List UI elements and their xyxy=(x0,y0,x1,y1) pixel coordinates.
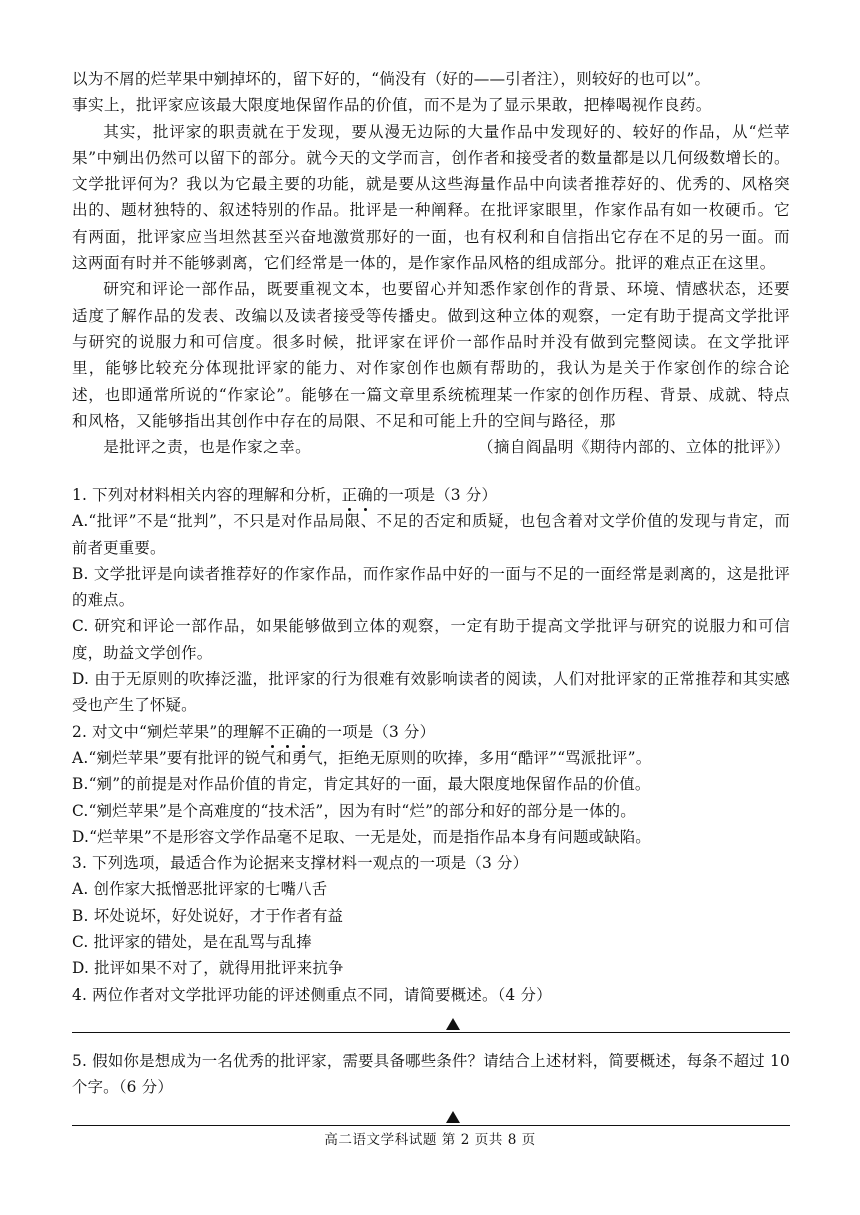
triangle-marker-icon xyxy=(446,1111,460,1123)
question-3-option-b: B. 坏处说坏，好处说好，才于作者有益 xyxy=(72,906,344,925)
question-1-option-b: B. 文学批评是向读者推荐好的作家作品，而作家作品中好的一面与不足的一面经常是剥离的，这是批评的难点。 xyxy=(72,564,790,610)
source-citation: （摘自阎晶明《期待内部的、立体的批评》） xyxy=(477,438,790,457)
emphasis-char: 确 xyxy=(357,482,373,508)
question-text: 1. 下列对材料相关内容的理解和分析， xyxy=(72,486,342,504)
question-4-stem: 4. 两位作者对文学批评功能的评述侧重点不同，请简要概述。（4 分） xyxy=(72,985,552,1004)
passage-line: 以为不屑的烂苹果中剜掉坏的，留下好的，“倘没有（好的——引者注），则较好的也可以”。 xyxy=(72,70,711,88)
question-4-answer-area[interactable] xyxy=(72,1008,790,1044)
passage-line: 事实上，批评家应该最大限度地保留作品的价值，而不是为了显示果敢，把棒喝视作良药。 xyxy=(72,96,712,115)
question-2-option-a: A.“剜烂苹果”要有批评的锐气和勇气，拒绝无原则的吹捧，多用“酷评”“骂派批评”。 xyxy=(72,748,652,767)
answer-line xyxy=(72,1032,790,1033)
question-3-option-c: C. 批评家的错处，是在乱骂与乱捧 xyxy=(72,933,312,952)
question-2-option-c: C.“剜烂苹果”是个高难度的“技术活”，因为有时“烂”的部分和好的部分是一体的。 xyxy=(72,801,636,820)
question-3-option-d: D. 批评如果不对了，就得用批评来抗争 xyxy=(72,959,344,978)
passage-last-line xyxy=(72,434,790,460)
emphasis-char: 正 xyxy=(342,482,358,508)
question-text: 2. 对文中“剜烂苹果”的理解 xyxy=(72,722,265,741)
passage-paragraph: 其实，批评家的职责就在于发现，要从漫无边际的大量作品中发现好的、较好的作品，从“烂苹果”中剜出仍然可以留下的部分。就今天的文学而言，创作者和接受者的数量都是以几何级数增长的。文学批评何为？我以为它最主要的功能，就是要从这些海量作品中向读者推荐好的、优秀的、风格突出的、题材独特的、叙述特别的作品。批评是一种阐释。在批评家眼里，作家作品有如一枚硬币。它有两面，批评家应当坦然甚至兴奋地激赏那好的一面，也有权利和自信指出它存在不足的另一面。而这两面有时并不能够剥离，它们经常是一体的，是作家作品风格的组成部分。批评的难点正在这里。 xyxy=(72,122,790,273)
question-1-option-d: D. 由于无原则的吹捧泛滥，批评家的行为很难有效影响读者的阅读，人们对批评家的正常推荐和其实感受也产生了怀疑。 xyxy=(72,670,790,715)
question-1-stem xyxy=(72,482,790,508)
question-1-option-c: C. 研究和评论一部作品，如果能够做到立体的观察，一定有助于提高文学批评与研究的说服力和可信度，助益文学创作。 xyxy=(72,617,790,662)
question-2-option-d: D.“烂苹果”不是形容文学作品毫不足取、一无是处，而是指作品本身有问题或缺陷。 xyxy=(72,827,651,846)
question-5-stem: 5. 假如你是想成为一名优秀的批评家，需要具备哪些条件？请结合上述材料，简要概述，每条不超过 10 个字。（6 分） xyxy=(72,1051,790,1097)
reading-passage xyxy=(72,66,790,460)
question-3-option-a: A. 创作家大抵憎恶批评家的七嘴八舌 xyxy=(72,880,328,899)
answer-line xyxy=(72,1125,790,1126)
passage-text: 是批评之责，也是作家之幸。 xyxy=(103,438,312,457)
emphasis-char: 不 xyxy=(264,719,280,745)
question-2-stem xyxy=(72,719,790,745)
question-text: 的一项是（3 分） xyxy=(372,486,498,504)
triangle-marker-icon xyxy=(446,1018,460,1030)
question-3-stem: 3. 下列选项，最适合作为论据来支撑材料一观点的一项是（3 分） xyxy=(72,854,529,873)
question-2-option-b: B.“剜”的前提是对作品价值的肯定，肯定其好的一面，最大限度地保留作品的价值。 xyxy=(72,775,651,794)
question-text: 的一项是（3 分） xyxy=(311,722,436,741)
passage-paragraph: 研究和评论一部作品，既要重视文本，也要留心并知悉作家创作的背景、环境、情感状态，还要适度了解作品的发表、改编以及读者接受等传播史。做到这种立体的观察，一定有助于提高文学批评与研究的说服力和可信度。很多时候，批评家在评价一部作品时并没有做到完整阅读。在文学批评里，能够比较充分体现批评家的能力、对作家创作也颇有帮助的，我认为是关于作家创作的综合论述，也即通常所说的“作家论”。能够在一篇文章里系统梳理某一作家的创作历程、背景、成就、特点和风格，又能够指出其创作中存在的局限、不足和可能上升的空间与路径，那 xyxy=(72,280,790,430)
emphasis-char: 确 xyxy=(295,719,311,745)
page-footer: 高二语文学科试题 第 2 页共 8 页 xyxy=(324,1132,536,1148)
questions-section xyxy=(72,482,790,1137)
question-1-option-a: A.“批评”不是“批判”，不只是对作品局限、不足的否定和质疑，也包含着对文学价值的发现与肯定，而前者更重要。 xyxy=(72,512,790,557)
emphasis-char: 正 xyxy=(280,719,296,745)
